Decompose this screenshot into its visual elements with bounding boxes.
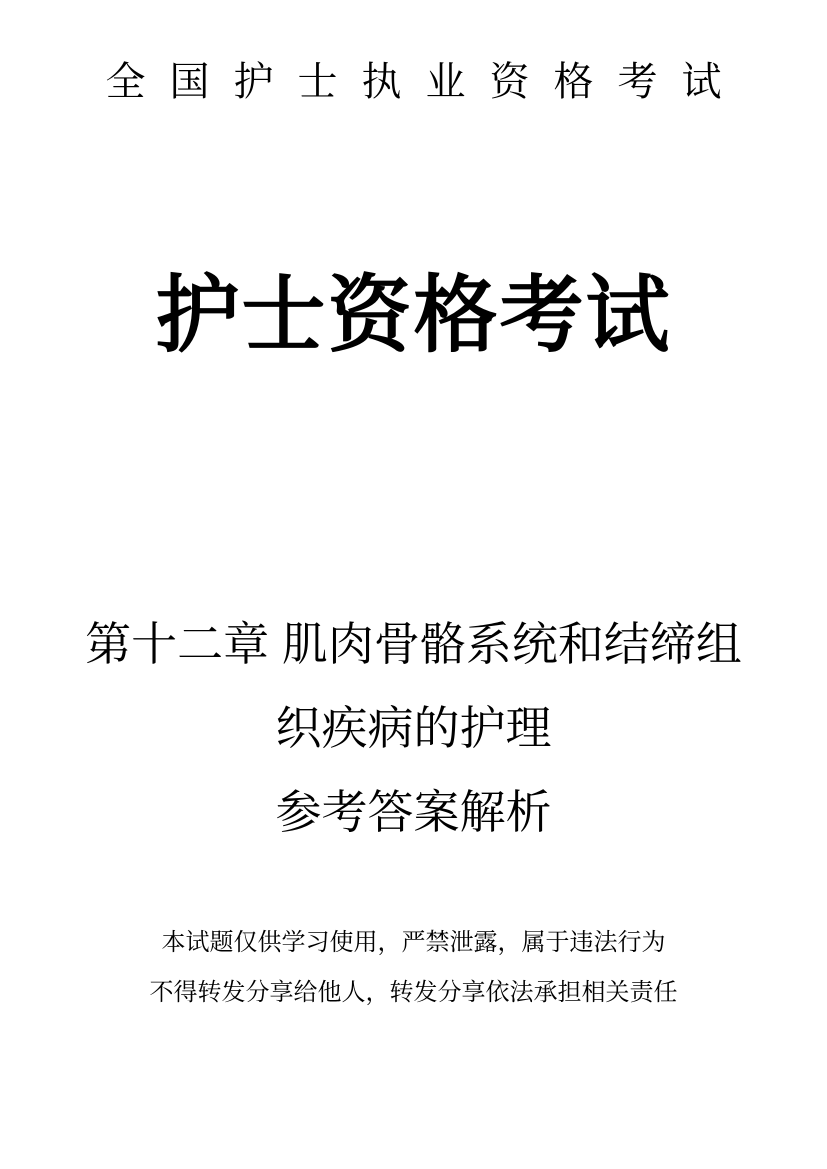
chapter-heading xyxy=(0,602,827,854)
disclaimer-line-2: 不得转发分享给他人，转发分享依法承担相关责任 xyxy=(149,979,678,1006)
exam-series-header: 全国护士执业资格考试 xyxy=(105,60,746,104)
main-title: 护士资格考试 xyxy=(155,268,672,362)
disclaimer-notice xyxy=(0,918,827,1018)
chapter-title-line-2: 织疾病的护理 xyxy=(275,702,552,754)
chapter-title-line-1: 第十二章 肌肉骨骼系统和结缔组 xyxy=(85,618,742,670)
answer-key-subtitle: 参考答案解析 xyxy=(275,786,552,838)
disclaimer-line-1: 本试题仅供学习使用，严禁泄露，属于违法行为 xyxy=(161,929,666,956)
